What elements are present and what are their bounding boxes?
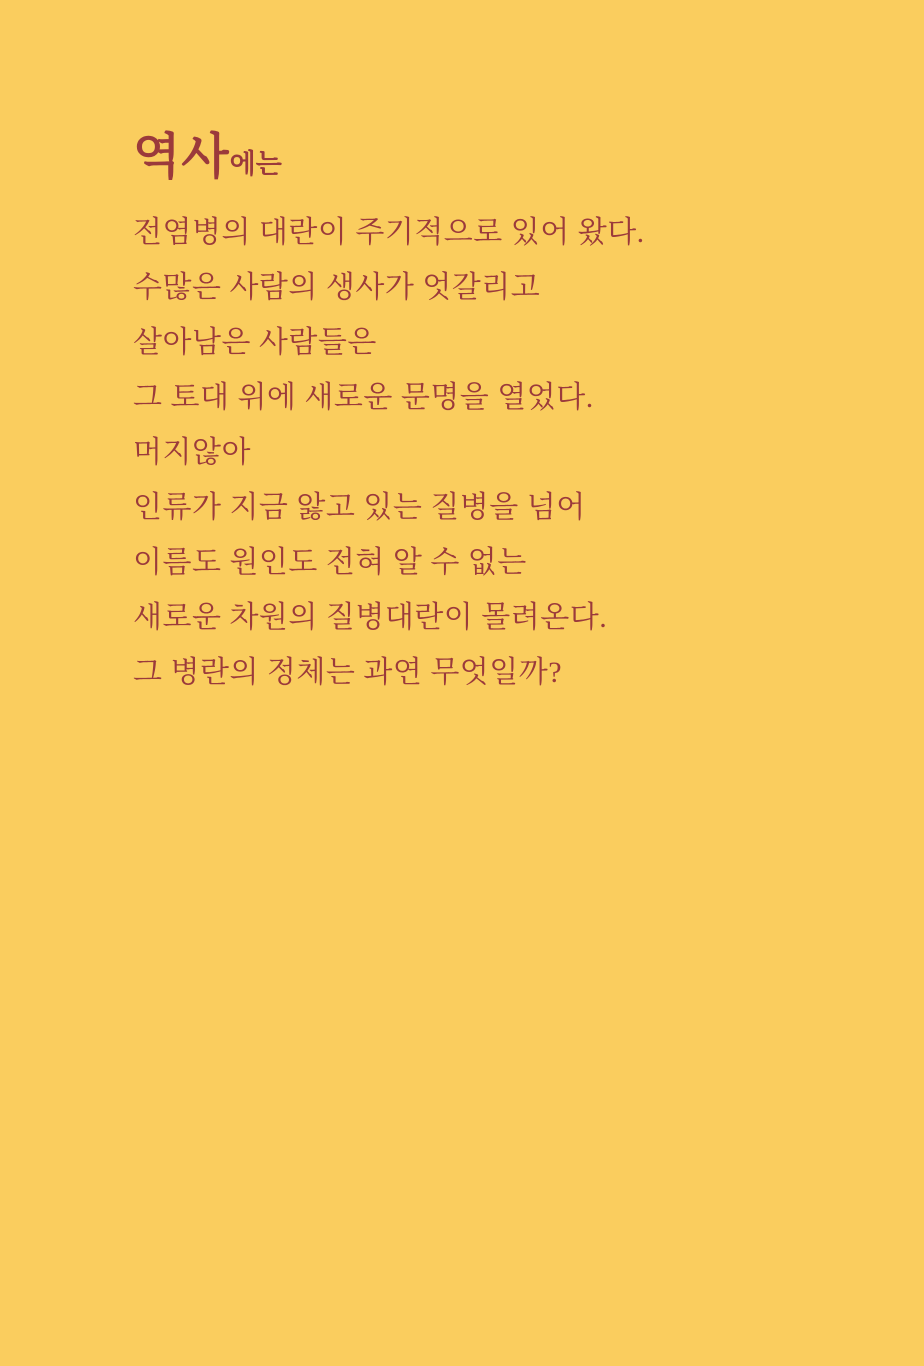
title-suffix: 에는 — [229, 149, 282, 179]
page-title — [133, 128, 793, 193]
poem-line: 전염병의 대란이 주기적으로 있어 왔다. — [133, 216, 645, 249]
poem-line: 머지않아 — [133, 436, 251, 469]
title-emphasis-word: 역사 — [133, 129, 230, 184]
poem-line: 이름도 원인도 전혀 알 수 없는 — [133, 546, 527, 579]
poem-line: 그 토대 위에 새로운 문명을 열었다. — [133, 381, 594, 414]
poem-line: 인류가 지금 앓고 있는 질병을 넘어 — [133, 491, 586, 524]
poem-line: 그 병란의 정체는 과연 무엇일까? — [133, 656, 563, 689]
poem-body — [133, 205, 793, 700]
poem-line: 새로운 차원의 질병대란이 몰려온다. — [133, 601, 608, 634]
poem-line: 살아남은 사람들은 — [133, 326, 377, 359]
poem-line: 수많은 사람의 생사가 엇갈리고 — [133, 271, 541, 304]
text-block — [133, 128, 793, 700]
